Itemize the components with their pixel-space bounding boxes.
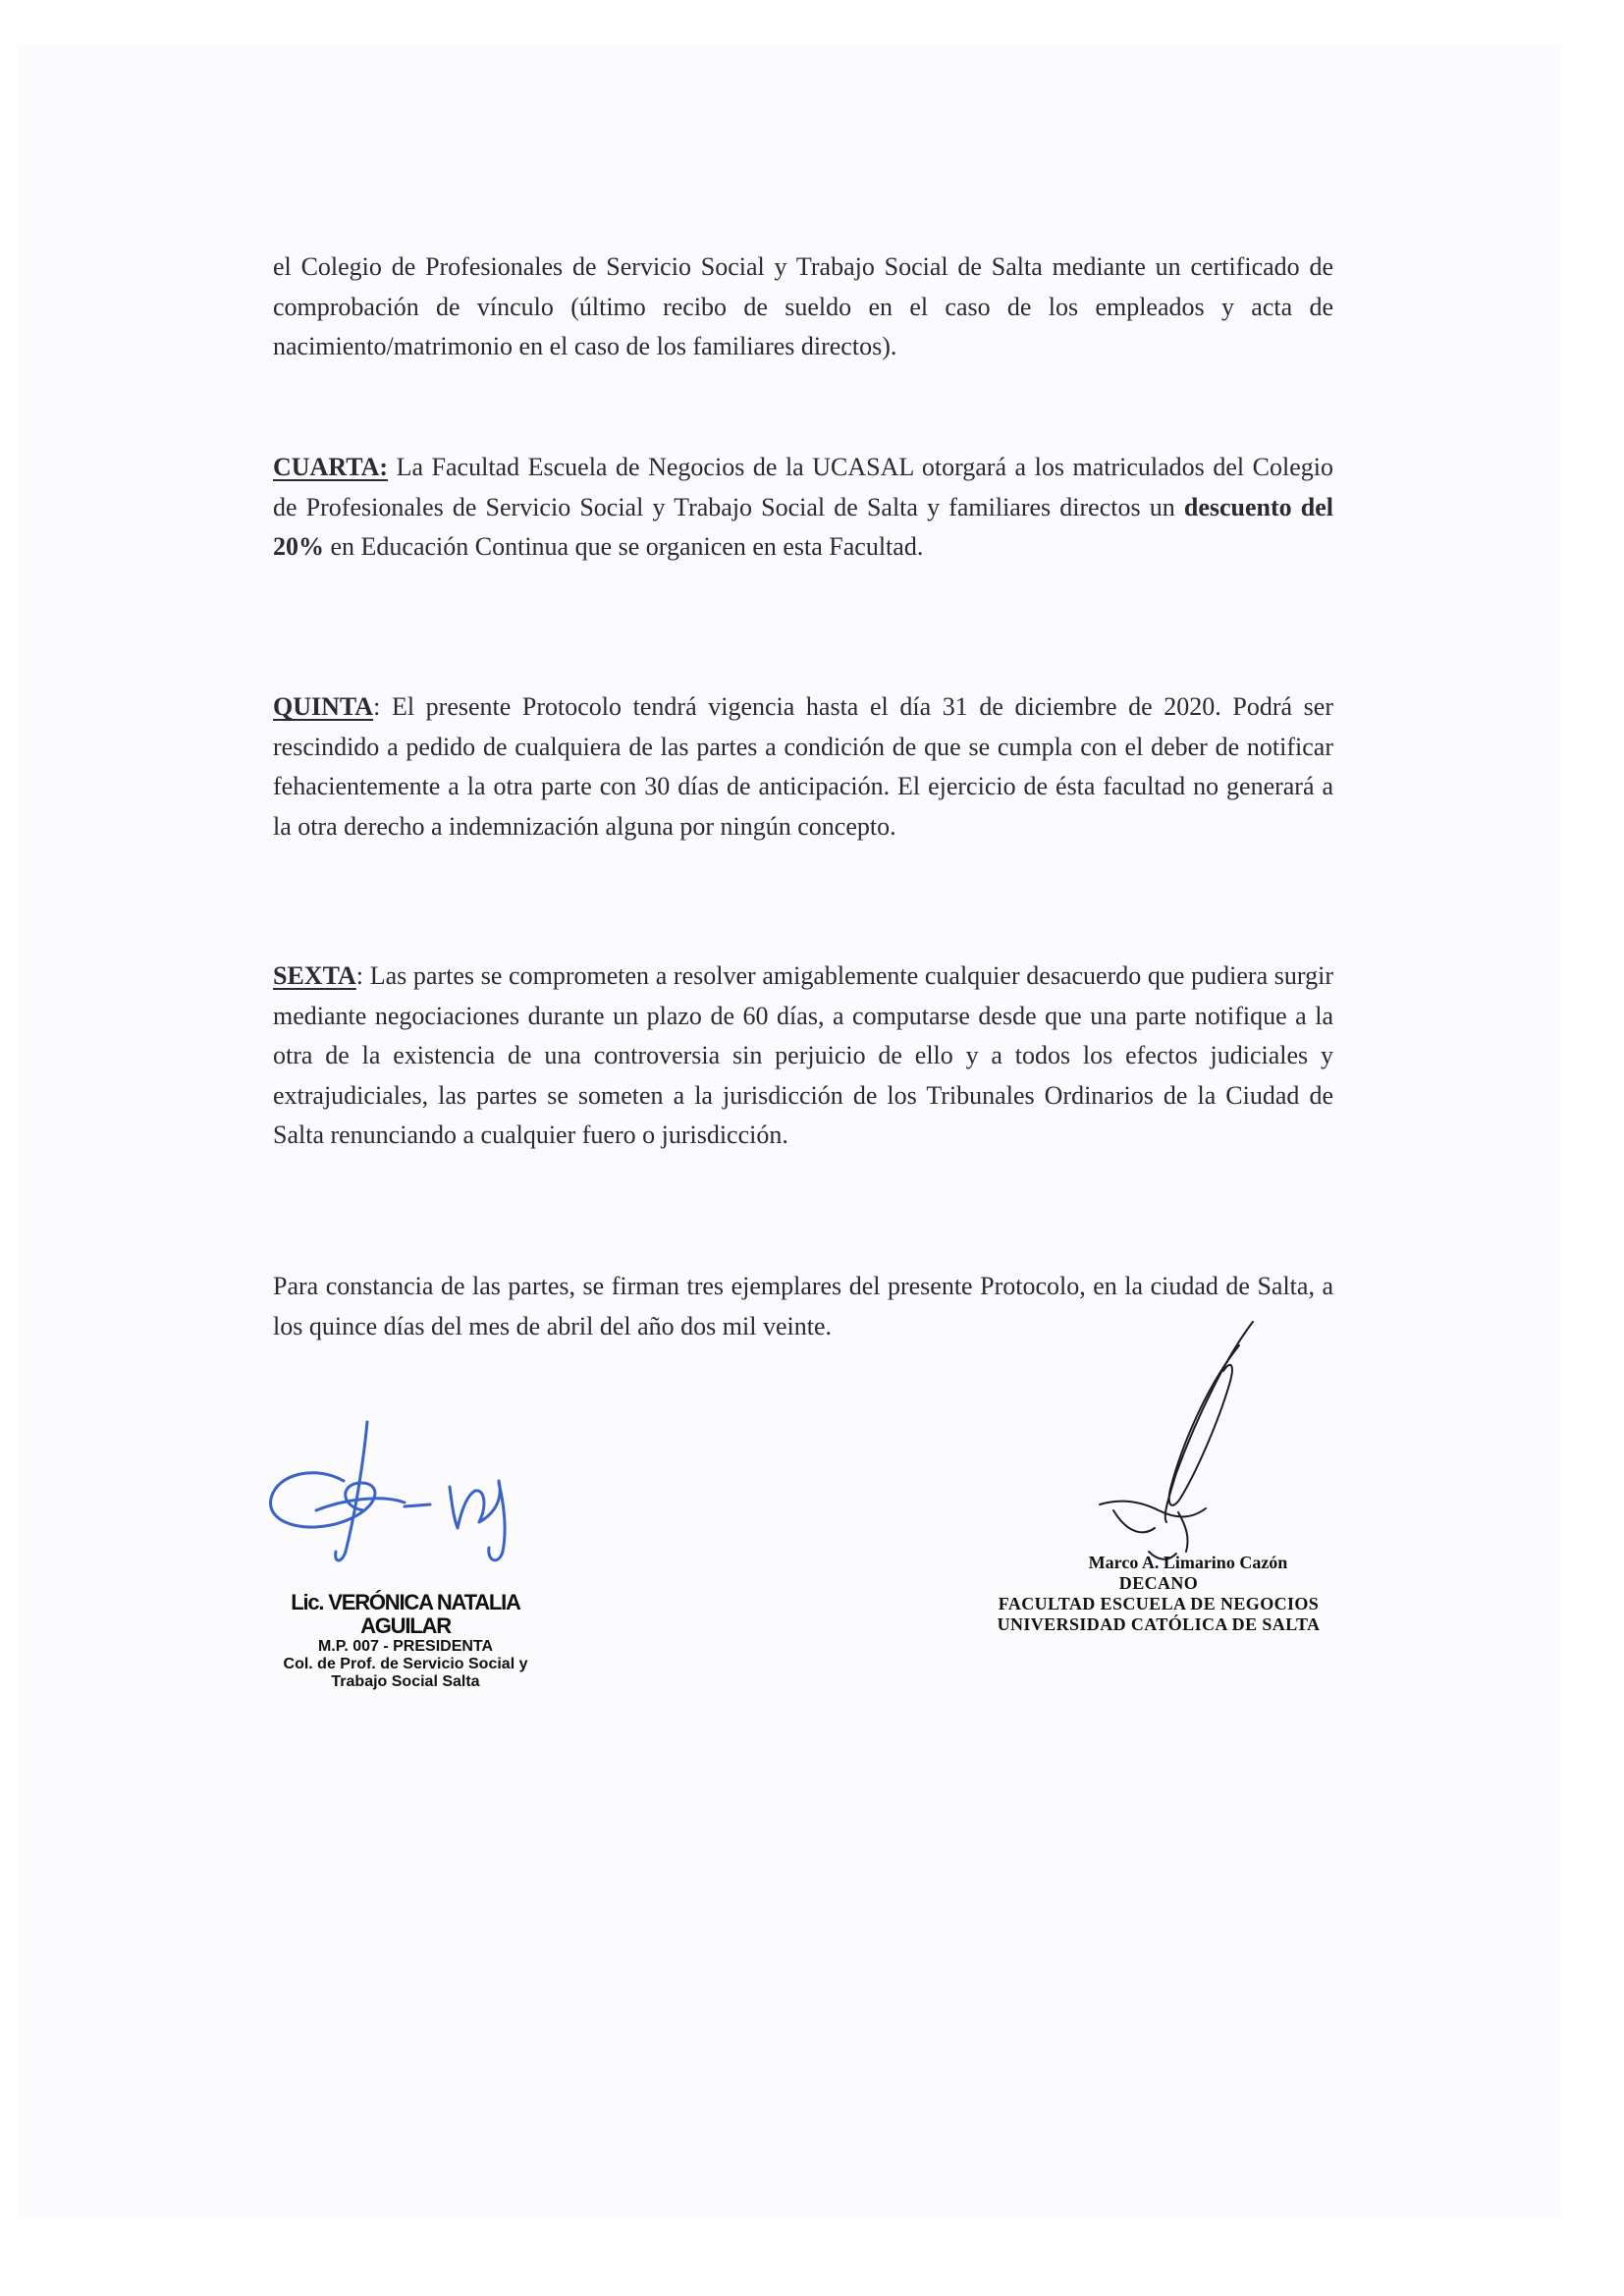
signer-right-org: FACULTAD ESCUELA DE NEGOCIOS: [998, 1594, 1320, 1613]
paragraph-sexta: [273, 957, 1333, 1156]
paragraph-quinta: [273, 687, 1333, 847]
paragraph-text: : El presente Protocolo tendrá vigencia hasta el día 31 de diciembre de 2020. Podrá ser rescindido a pedido de cualquiera de las partes a condición de que se cumpla con el deber de notificar fehacientemente a la otra parte con 30 días de anticipación. El ejercicio de ésta facultad no generará a la otra derecho a indemnización alguna por ningún concepto.: [273, 692, 1333, 841]
signer-left-name: Lic. VERÓNICA NATALIA AGUILAR: [291, 1590, 520, 1638]
paragraph-intro-continuation: [273, 247, 1333, 367]
paragraph-text: el Colegio de Profesionales de Servicio Social y Trabajo Social de Salta mediante un certificado de comprobación de vínculo (último recibo de sueldo en el caso de los empleados y acta de nacimiento/matrimonio en el caso de los familiares directos).: [273, 252, 1333, 360]
signature-left-block: [253, 1591, 558, 1691]
paragraph-text: Para constancia de las partes, se firman tres ejemplares del presente Protocolo, en la ciudad de Salta, a los quince días del mes de abril del año dos mil veinte.: [273, 1272, 1333, 1340]
signer-right-name: Marco A. Limarino Cazón: [1088, 1553, 1288, 1572]
signer-left-org-2: Trabajo Social Salta: [331, 1673, 480, 1690]
paragraph-text: : Las partes se comprometen a resolver amigablemente cualquier desacuerdo que pudiera surgir mediante negociaciones durante un plazo de 60 días, a computarse desde que una parte notifique a la otra de la existencia de una controversia sin perjuicio de ello y a todos los efectos judiciales y extrajudiciales, las partes se someten a la jurisdicción de los Tribunales Ordinarios de la Ciudad de Salta renunciando a cualquier fuero o jurisdicción.: [273, 961, 1333, 1149]
signature-right-icon: [1080, 1316, 1267, 1571]
clause-label-cuarta: CUARTA:: [273, 453, 389, 481]
signature-left-icon: [257, 1404, 562, 1571]
signature-right-block: [962, 1552, 1355, 1635]
discount-highlight: descuento del 20%: [273, 492, 1333, 561]
signer-left-role: M.P. 007 - PRESIDENTA: [317, 1638, 494, 1655]
signer-right-org-2: UNIVERSIDAD CATÓLICA DE SALTA: [997, 1614, 1321, 1634]
clause-label-sexta: SEXTA: [273, 961, 356, 990]
paragraph-text: La Facultad Escuela de Negocios de la UCASAL otorgará a los matriculados del Colegio de Profesionales de Servicio Social y Trabajo Social de Salta y familiares directos un: [273, 453, 1333, 521]
paragraph-cuarta: [273, 448, 1333, 568]
signer-right-role: DECANO: [1118, 1573, 1199, 1593]
clause-label-quinta: QUINTA: [273, 692, 374, 721]
signer-left-org: Col. de Prof. de Servicio Social y: [283, 1656, 528, 1672]
paragraph-text: en Educación Continua que se organicen en esta Facultad.: [324, 532, 924, 561]
